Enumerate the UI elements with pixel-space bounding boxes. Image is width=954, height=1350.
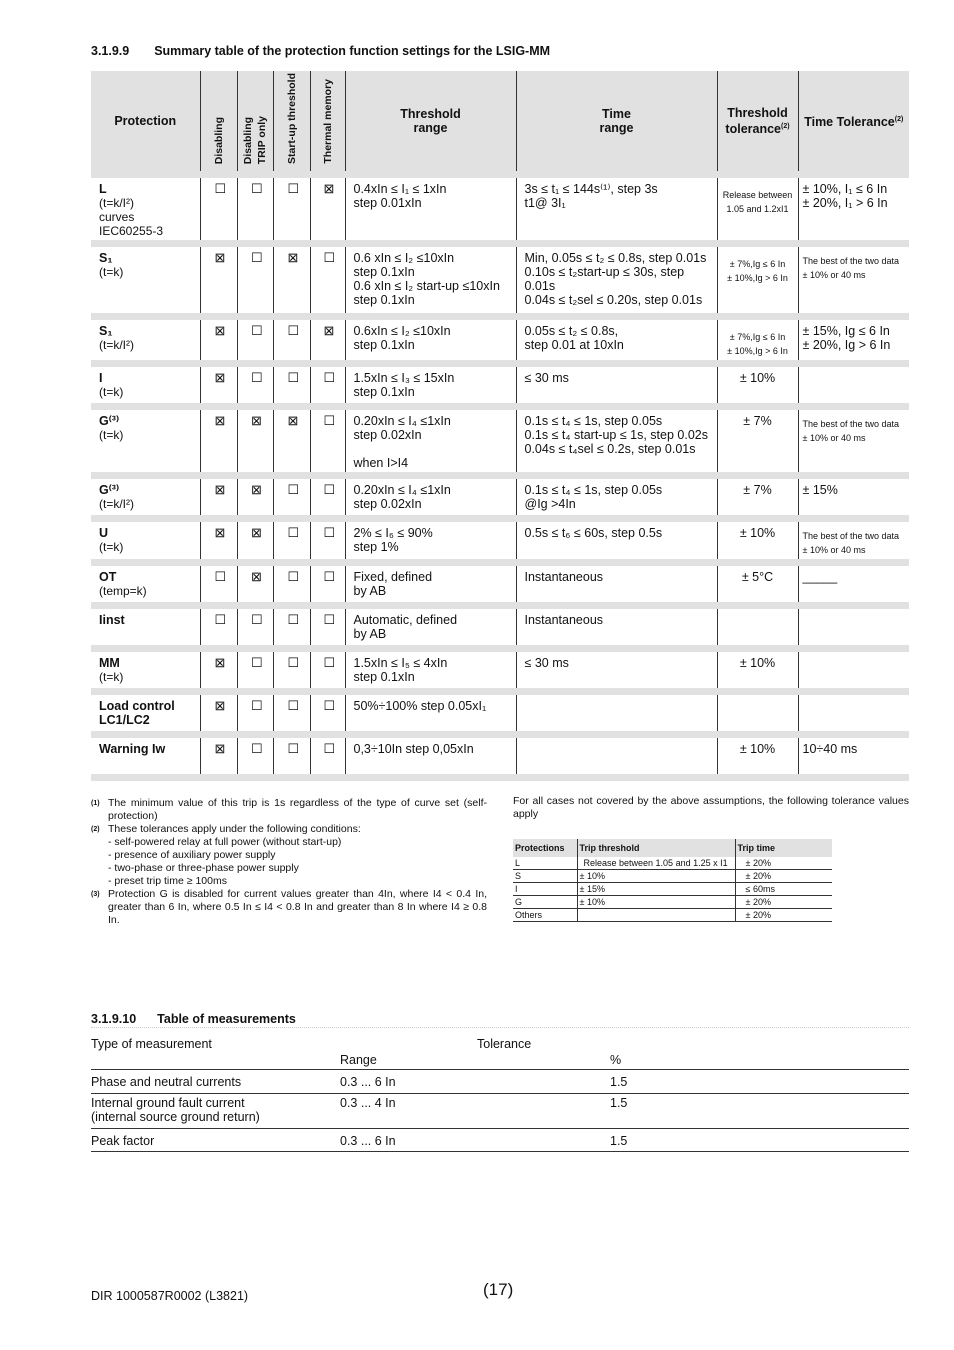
disabling-trip-checkbox: ⊠ [251, 569, 262, 584]
meas-header-percent: % [610, 1053, 622, 1067]
protection-cell [91, 320, 200, 360]
time-range: 0.1s ≤ t₄ ≤ 1s, step 0.05s 0.1s ≤ t₄ start-up ≤ 1s, step 0.02s 0.04s ≤ t₄sel ≤ 0.2s, step 0.01s [524, 414, 708, 456]
meas-header-tolerance: Tolerance [477, 1037, 532, 1051]
disabling-checkbox: ⊠ [214, 741, 226, 756]
footnote-text: Protection G is disabled for current values greater than 4In, where I4 < 0.4 In, greater than 6 In, where 0.5 In ≤ I4 < 0.8 In and greater than 8 In where I4 ≥ 0.8 In. [108, 888, 487, 926]
table-row [91, 695, 909, 731]
thermal-memory-checkbox: ☐ [323, 250, 336, 265]
disabling-checkbox: ⊠ [214, 413, 226, 428]
section-title: Summary table of the protection function settings for the LSIG-MM [154, 44, 551, 58]
threshold-tolerance: ± 5°C [741, 570, 774, 584]
table-row [513, 909, 832, 922]
time-tolerance: ± 15% [802, 483, 838, 497]
startup-checkbox: ☐ [287, 655, 300, 670]
thermal-memory-checkbox: ☐ [323, 569, 336, 584]
threshold-range: Automatic, defined by AB [353, 613, 458, 641]
header-threshold-tolerance: Threshold tolerance$^{(2)}$ [717, 71, 798, 171]
table-cell: ± 20% [735, 909, 832, 922]
table-cell: S [513, 870, 577, 883]
disabling-checkbox: ⊠ [214, 698, 226, 713]
protection-cell [91, 566, 200, 602]
disabling-checkbox: ⊠ [214, 370, 226, 385]
header-protection: Protection [91, 71, 200, 171]
threshold-range: 0.4xIn ≤ I₁ ≤ 1xIn step 0.01xIn [353, 182, 447, 210]
disabling-checkbox: ☐ [214, 569, 227, 584]
table-cell: Release between 1.05 and 1.25 x I1 [577, 857, 735, 870]
thermal-memory-checkbox: ☐ [323, 612, 336, 627]
meas-header-range: Range [340, 1053, 377, 1067]
meas-percent: 1.5 [610, 1070, 909, 1094]
table-row [91, 1094, 909, 1129]
protection-name: MM [99, 656, 120, 670]
tol-header-trip-threshold: Trip threshold [577, 839, 735, 857]
meas-type: Internal ground fault current (internal source ground return) [91, 1094, 340, 1129]
time-tolerance: ± 15%, Ig ≤ 6 In ± 20%, Ig > 6 In [802, 324, 891, 352]
table-row [91, 738, 909, 774]
meas-percent: 1.5 [610, 1129, 909, 1152]
thermal-memory-checkbox: ☐ [323, 655, 336, 670]
protection-name: Iinst [99, 613, 125, 627]
protection-curve: (t=k) [99, 265, 124, 279]
table-row [91, 1129, 909, 1152]
time-tolerance: The best of the two data ± 10% or 40 ms [802, 531, 900, 555]
threshold-range: 0.20xIn ≤ I₄ ≤1xIn step 0.02xIn when I>I4 [353, 414, 451, 470]
protection-name: Warning Iw [99, 742, 166, 756]
header-time-tolerance: Time Tolerance$^{(2)}$ [798, 71, 909, 171]
threshold-range: 1.5xIn ≤ I₃ ≤ 15xIn step 0.1xIn [353, 371, 455, 399]
table-cell: L [513, 857, 577, 870]
time-range: Min, 0.05s ≤ t₂ ≤ 0.8s, step 0.01s 0.10s ≤ t₂start-up ≤ 30s, step 0.01s 0.04s ≤ t₂sel ≤ 0.20s, step 0.01s [524, 251, 707, 307]
threshold-range: 0,3÷10In step 0,05xIn [353, 742, 474, 756]
table-row [91, 522, 909, 559]
protection-name: I [99, 371, 103, 385]
threshold-tolerance: ± 10% [739, 656, 776, 670]
threshold-tolerance: ± 7%,Ig ≤ 6 In ± 10%,Ig > 6 In [727, 332, 788, 356]
footnote [91, 797, 487, 823]
disabling-checkbox: ⊠ [214, 525, 226, 540]
startup-checkbox: ☐ [287, 181, 300, 196]
threshold-range: 50%÷100% step 0.05xI₁ [353, 699, 487, 713]
threshold-range: Fixed, defined by AB [353, 570, 433, 598]
footnote-mark: (2) [91, 826, 100, 833]
meas-percent: 1.5 [610, 1094, 909, 1129]
protection-name: Load control LC1/LC2 [99, 699, 175, 727]
protection-cell [91, 695, 200, 731]
time-range: 0.1s ≤ t₄ ≤ 1s, step 0.05s @Ig >4In [524, 483, 663, 511]
threshold-tolerance: Release between 1.05 and 1.2xI1 [722, 190, 793, 214]
thermal-memory-checkbox: ☐ [323, 525, 336, 540]
thermal-memory-checkbox: ⊠ [323, 181, 335, 196]
disabling-trip-checkbox: ⊠ [251, 525, 262, 540]
meas-type: Peak factor [91, 1129, 340, 1152]
time-range: 0.05s ≤ t₂ ≤ 0.8s, step 0.01 at 10xIn [524, 324, 624, 352]
table-cell [577, 909, 735, 922]
disabling-checkbox: ⊠ [214, 250, 226, 265]
time-tolerance: _____ [802, 570, 838, 584]
startup-checkbox: ☐ [287, 569, 300, 584]
protection-cell [91, 247, 200, 313]
startup-checkbox: ☐ [287, 612, 300, 627]
time-range: ≤ 30 ms [524, 371, 569, 385]
startup-checkbox: ☐ [287, 525, 300, 540]
protection-name: S₁ [99, 324, 113, 338]
table-row [91, 410, 909, 472]
section-heading-settings [91, 44, 550, 58]
footnote-mark: (1) [91, 800, 100, 807]
table-row [91, 247, 909, 313]
protection-name: S₁ [99, 251, 113, 265]
footnotes [91, 797, 487, 927]
section-number: 3.1.9.9 [91, 44, 130, 58]
table-cell: ≤ 60ms [735, 883, 832, 896]
protection-cell [91, 367, 200, 403]
threshold-range: 1.5xIn ≤ I₅ ≤ 4xIn step 0.1xIn [353, 656, 448, 684]
tol-header-trip-time: Trip time [735, 839, 832, 857]
table-row [91, 479, 909, 515]
document-code: DIR 1000587R0002 (L3821) [91, 1289, 249, 1303]
disabling-trip-checkbox: ☐ [251, 698, 263, 713]
header-startup-threshold: Start-up threshold [273, 71, 310, 171]
protection-cell [91, 479, 200, 515]
disabling-trip-checkbox: ☐ [251, 250, 263, 265]
protection-cell [91, 652, 200, 688]
meas-type: Phase and neutral currents [91, 1070, 340, 1094]
protection-curve: (temp=k) [99, 584, 147, 598]
disabling-trip-checkbox: ☐ [251, 323, 263, 338]
threshold-range: 0.20xIn ≤ I₄ ≤1xIn step 0.02xIn [353, 483, 451, 511]
time-range: Instantaneous [524, 613, 604, 627]
disabling-trip-checkbox: ⊠ [251, 482, 262, 497]
time-tolerance: The best of the two data ± 10% or 40 ms [802, 256, 900, 280]
threshold-range: 2% ≤ I₆ ≤ 90% step 1% [353, 526, 433, 554]
time-range: 3s ≤ t₁ ≤ 144s⁽¹⁾, step 3s t1@ 3I₁ [524, 182, 658, 210]
startup-checkbox: ☐ [287, 323, 300, 338]
protection-curve: (t=k) [99, 540, 124, 554]
footnote-text: These tolerances apply under the following conditions: - self-powered relay at full power (without start-up) - presence of auxiliary power supply - two-phase or three-phase power supply - preset trip time ≥ 100ms [108, 823, 361, 887]
threshold-tolerance: ± 10% [739, 742, 776, 756]
table-row [91, 320, 909, 360]
table-cell: ± 10% [577, 870, 735, 883]
thermal-memory-checkbox: ☐ [323, 370, 336, 385]
table-row [91, 178, 909, 240]
protection-curve: (t=k/I²) curves IEC60255-3 [99, 196, 164, 238]
disabling-trip-checkbox: ☐ [251, 741, 263, 756]
time-tolerance: ± 10%, I₁ ≤ 6 In ± 20%, I₁ > 6 In [802, 182, 888, 210]
section-number: 3.1.9.10 [91, 1012, 137, 1026]
protection-curve: (t=k) [99, 385, 124, 399]
table-row [91, 367, 909, 403]
disabling-trip-checkbox: ☐ [251, 181, 263, 196]
time-tolerance: The best of the two data ± 10% or 40 ms [802, 419, 900, 443]
startup-checkbox: ⊠ [287, 250, 299, 265]
header-thermal-memory: Thermal memory [310, 71, 345, 171]
table-row [513, 870, 832, 883]
time-tolerance: 10÷40 ms [802, 742, 858, 756]
protection-cell [91, 522, 200, 559]
table-cell: I [513, 883, 577, 896]
protection-name: L [99, 182, 107, 196]
page-number: (17) [483, 1280, 514, 1299]
tol-header-protections: Protections [513, 839, 577, 857]
startup-checkbox: ☐ [287, 370, 300, 385]
table-row [513, 896, 832, 909]
startup-checkbox: ☐ [287, 482, 300, 497]
header-threshold-range: Threshold range [345, 71, 516, 171]
thermal-memory-checkbox: ☐ [323, 741, 336, 756]
header-time-range: Time range [516, 71, 717, 171]
table-cell: ± 15% [577, 883, 735, 896]
header-disabling: Disabling [200, 71, 237, 171]
table-cell: G [513, 896, 577, 909]
protection-name: OT [99, 570, 117, 584]
disabling-trip-checkbox: ☐ [251, 655, 263, 670]
disabling-checkbox: ⊠ [214, 655, 226, 670]
protection-name: U [99, 526, 109, 540]
threshold-tolerance: ± 10% [739, 526, 776, 540]
thermal-memory-checkbox: ☐ [323, 698, 336, 713]
section-heading-measurements [91, 1012, 909, 1028]
threshold-range: 0.6xIn ≤ I₂ ≤10xIn step 0.1xIn [353, 324, 451, 352]
disabling-trip-checkbox: ⊠ [251, 413, 262, 428]
time-range: Instantaneous [524, 570, 604, 584]
table-row [91, 566, 909, 602]
disabling-trip-checkbox: ☐ [251, 370, 263, 385]
table-row [91, 1070, 909, 1094]
other-cases-note: For all cases not covered by the above assumptions, the following tolerance values apply [513, 795, 909, 820]
meas-range: 0.3 ... 6 In [340, 1129, 610, 1152]
table-cell: Others [513, 909, 577, 922]
threshold-tolerance: ± 7% [743, 414, 772, 428]
meas-range: 0.3 ... 6 In [340, 1070, 610, 1094]
protection-cell [91, 609, 200, 645]
table-row [91, 609, 909, 645]
protection-curve: (t=k/I²) [99, 338, 134, 352]
fallback-tolerance-table [513, 839, 832, 922]
threshold-tolerance: ± 7%,Ig ≤ 6 In ± 10%,Ig > 6 In [727, 259, 788, 283]
measurements-table [91, 1036, 909, 1152]
section-title: Table of measurements [157, 1012, 296, 1026]
threshold-range: 0.6 xIn ≤ I₂ ≤10xIn step 0.1xIn 0.6 xIn ≤ I₂ start-up ≤10xIn step 0.1xIn [353, 251, 500, 307]
table-cell: ± 20% [735, 896, 832, 909]
protection-cell [91, 410, 200, 472]
table-cell: ± 10% [577, 896, 735, 909]
time-range: ≤ 30 ms [524, 656, 569, 670]
threshold-tolerance: ± 7% [743, 483, 772, 497]
startup-checkbox: ⊠ [287, 413, 299, 428]
protection-curve: (t=k) [99, 428, 124, 442]
disabling-trip-checkbox: ☐ [251, 612, 263, 627]
table-row [513, 857, 832, 870]
footnote-text: The minimum value of this trip is 1s regardless of the type of curve set (self-protection) [108, 797, 487, 822]
protection-cell [91, 178, 200, 240]
table-row [513, 883, 832, 896]
protection-cell [91, 738, 200, 774]
protection-curve: (t=k/I²) [99, 497, 134, 511]
footnote-mark: (3) [91, 891, 100, 898]
thermal-memory-checkbox: ☐ [323, 413, 336, 428]
protection-curve: (t=k) [99, 670, 124, 684]
disabling-checkbox: ⊠ [214, 323, 226, 338]
disabling-checkbox: ☐ [214, 181, 227, 196]
table-row [91, 652, 909, 688]
meas-header-type: Type of measurement [91, 1037, 212, 1051]
startup-checkbox: ☐ [287, 741, 300, 756]
time-range: 0.5s ≤ t₆ ≤ 60s, step 0.5s [524, 526, 663, 540]
footnote [91, 823, 487, 888]
thermal-memory-checkbox: ⊠ [323, 323, 335, 338]
footnote [91, 888, 487, 927]
disabling-checkbox: ☐ [214, 612, 227, 627]
thermal-memory-checkbox: ☐ [323, 482, 336, 497]
protection-settings-table [91, 71, 909, 781]
threshold-tolerance: ± 10% [739, 371, 776, 385]
disabling-checkbox: ⊠ [214, 482, 226, 497]
protection-name: G⁽³⁾ [99, 483, 120, 497]
meas-range: 0.3 ... 4 In [340, 1094, 610, 1129]
header-disabling-trip: Disabling TRIP only [237, 71, 273, 171]
startup-checkbox: ☐ [287, 698, 300, 713]
table-cell: ± 20% [735, 870, 832, 883]
table-cell: ± 20% [735, 857, 832, 870]
protection-name: G⁽³⁾ [99, 414, 120, 428]
